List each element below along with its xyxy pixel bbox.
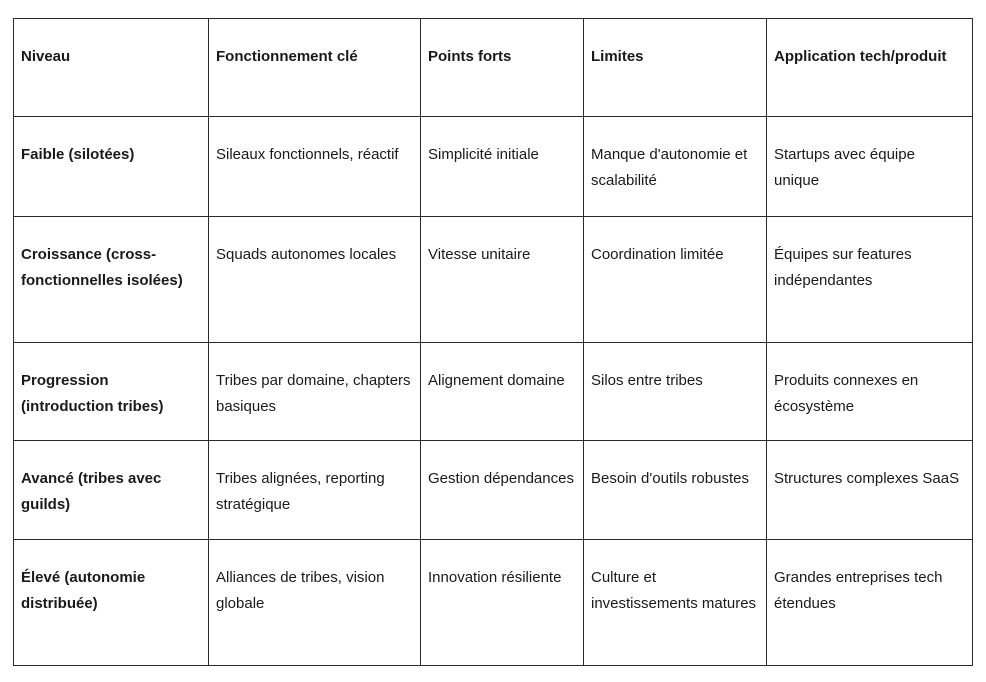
level-cell: Élevé (autonomie distribuée) [14, 540, 209, 666]
table-row [14, 343, 973, 441]
table-row [14, 540, 973, 666]
limites-cell: Culture et investissements matures [584, 540, 767, 666]
limites-cell: Besoin d'outils robustes [584, 441, 767, 540]
application-cell: Équipes sur features indépendantes [767, 217, 973, 343]
fonctionnement-cell: Alliances de tribes, vision globale [209, 540, 421, 666]
points-forts-cell: Gestion dépendances [421, 441, 584, 540]
level-cell: Faible (silotées) [14, 117, 209, 217]
column-header-limites: Limites [584, 19, 767, 117]
fonctionnement-cell: Squads autonomes locales [209, 217, 421, 343]
table-header-row [14, 19, 973, 117]
limites-cell: Manque d'autonomie et scalabilité [584, 117, 767, 217]
limites-cell: Coordination limitée [584, 217, 767, 343]
column-header-fonctionnement: Fonctionnement clé [209, 19, 421, 117]
limites-cell: Silos entre tribes [584, 343, 767, 441]
points-forts-cell: Alignement domaine [421, 343, 584, 441]
application-cell: Produits connexes en écosystème [767, 343, 973, 441]
level-cell: Avancé (tribes avec guilds) [14, 441, 209, 540]
points-forts-cell: Innovation résiliente [421, 540, 584, 666]
level-cell: Progression (introduction tribes) [14, 343, 209, 441]
maturity-table [13, 18, 973, 666]
column-header-niveau: Niveau [14, 19, 209, 117]
points-forts-cell: Vitesse unitaire [421, 217, 584, 343]
fonctionnement-cell: Sileaux fonctionnels, réactif [209, 117, 421, 217]
fonctionnement-cell: Tribes alignées, reporting stratégique [209, 441, 421, 540]
points-forts-cell: Simplicité initiale [421, 117, 584, 217]
column-header-application: Application tech/produit [767, 19, 973, 117]
column-header-points-forts: Points forts [421, 19, 584, 117]
table-row [14, 117, 973, 217]
application-cell: Grandes entreprises tech étendues [767, 540, 973, 666]
level-cell: Croissance (cross-fonctionnelles isolées) [14, 217, 209, 343]
application-cell: Startups avec équipe unique [767, 117, 973, 217]
table-row [14, 441, 973, 540]
table-row [14, 217, 973, 343]
application-cell: Structures complexes SaaS [767, 441, 973, 540]
fonctionnement-cell: Tribes par domaine, chapters basiques [209, 343, 421, 441]
